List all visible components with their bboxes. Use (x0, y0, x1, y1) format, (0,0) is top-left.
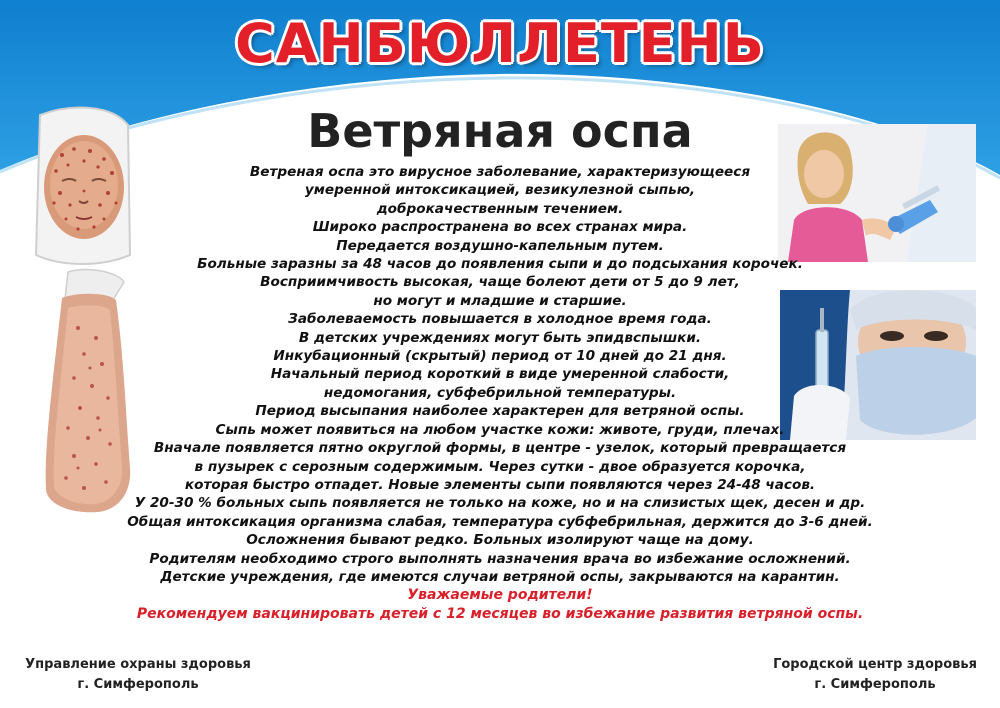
article-line: недомогания, субфебрильной температуры. (323, 384, 677, 401)
article-line: Период высыпания наиболее характерен для ветряной оспы. (255, 403, 745, 420)
article-line: умеренной интоксикацией, везикулезной сыпью, (304, 182, 696, 199)
article-line: но могут и младшие и старшие. (373, 292, 627, 309)
appeal-greeting: Уважаемые родители! (407, 587, 593, 604)
footer-right-line2: г. Симферополь (814, 677, 936, 692)
article-line: Сыпь может появиться на любом участке кожи: животе, груди, плечах. (215, 421, 785, 438)
article-line: Детские учреждения, где имеются случаи ветряной оспы, закрываются на карантин. (160, 568, 840, 585)
article-line: которая быстро отпадет. Новые элементы сыпи появляются через 24-48 часов. (184, 476, 816, 493)
article-line: в пузырек с серозным содержимым. Через сутки - двое образуется корочка, (194, 458, 806, 475)
article-line: Общая интоксикация организма слабая, температура субфебрильная, держится до 3-6 дней. (127, 513, 873, 530)
article-body (95, 163, 905, 623)
footer-left-line2: г. Симферополь (77, 677, 199, 692)
article-line: Передается воздушно-капельным путем. (336, 237, 664, 254)
article-line: Широко распространена во всех странах мира. (312, 219, 688, 236)
footer-right-line1: Городской центр здоровья (773, 657, 977, 672)
footer-right-organization (764, 655, 986, 695)
article-line: Больные заразны за 48 часов до появления сыпи и до подсыхания корочек. (197, 256, 803, 273)
appeal-recommendation: Рекомендуем вакцинировать детей с 12 месяцев во избежание развития ветряной оспы. (136, 605, 864, 622)
footer-left-line1: Управление охраны здоровья (25, 657, 251, 672)
article-line: Родителям необходимо строго выполнять назначения врача во избежание осложнений. (149, 550, 851, 567)
article-line: Восприимчивость высокая, чаще болеют дети от 5 до 9 лет, (260, 274, 740, 291)
footer-left-organization (18, 655, 258, 695)
article-line: У 20-30 % больных сыпь появляется не только на коже, но и на слизистых щек, десен и др. (134, 495, 866, 512)
disease-title: Ветряная оспа (307, 104, 693, 158)
article-line: доброкачественным течением. (376, 200, 624, 217)
article-line: Заболеваемость повышается в холодное время года. (288, 311, 712, 328)
article-line: Вначале появляется пятно округлой формы, в центре - узелок, который превращается (153, 440, 847, 457)
article-line: Осложнения бывают редко. Больных изолируют чаще на дому. (246, 532, 754, 549)
article-line: Инкубационный (скрытый) период от 10 дней до 21 дня. (273, 348, 727, 365)
bulletin-title: САНБЮЛЛЕТЕНЬ (235, 12, 765, 75)
article-line: Ветреная оспа это вирусное заболевание, характеризующееся (249, 164, 751, 180)
article-line: В детских учреждениях могут быть эпидвспышки. (298, 329, 702, 346)
article-line: Начальный период короткий в виде умеренной слабости, (270, 366, 730, 383)
